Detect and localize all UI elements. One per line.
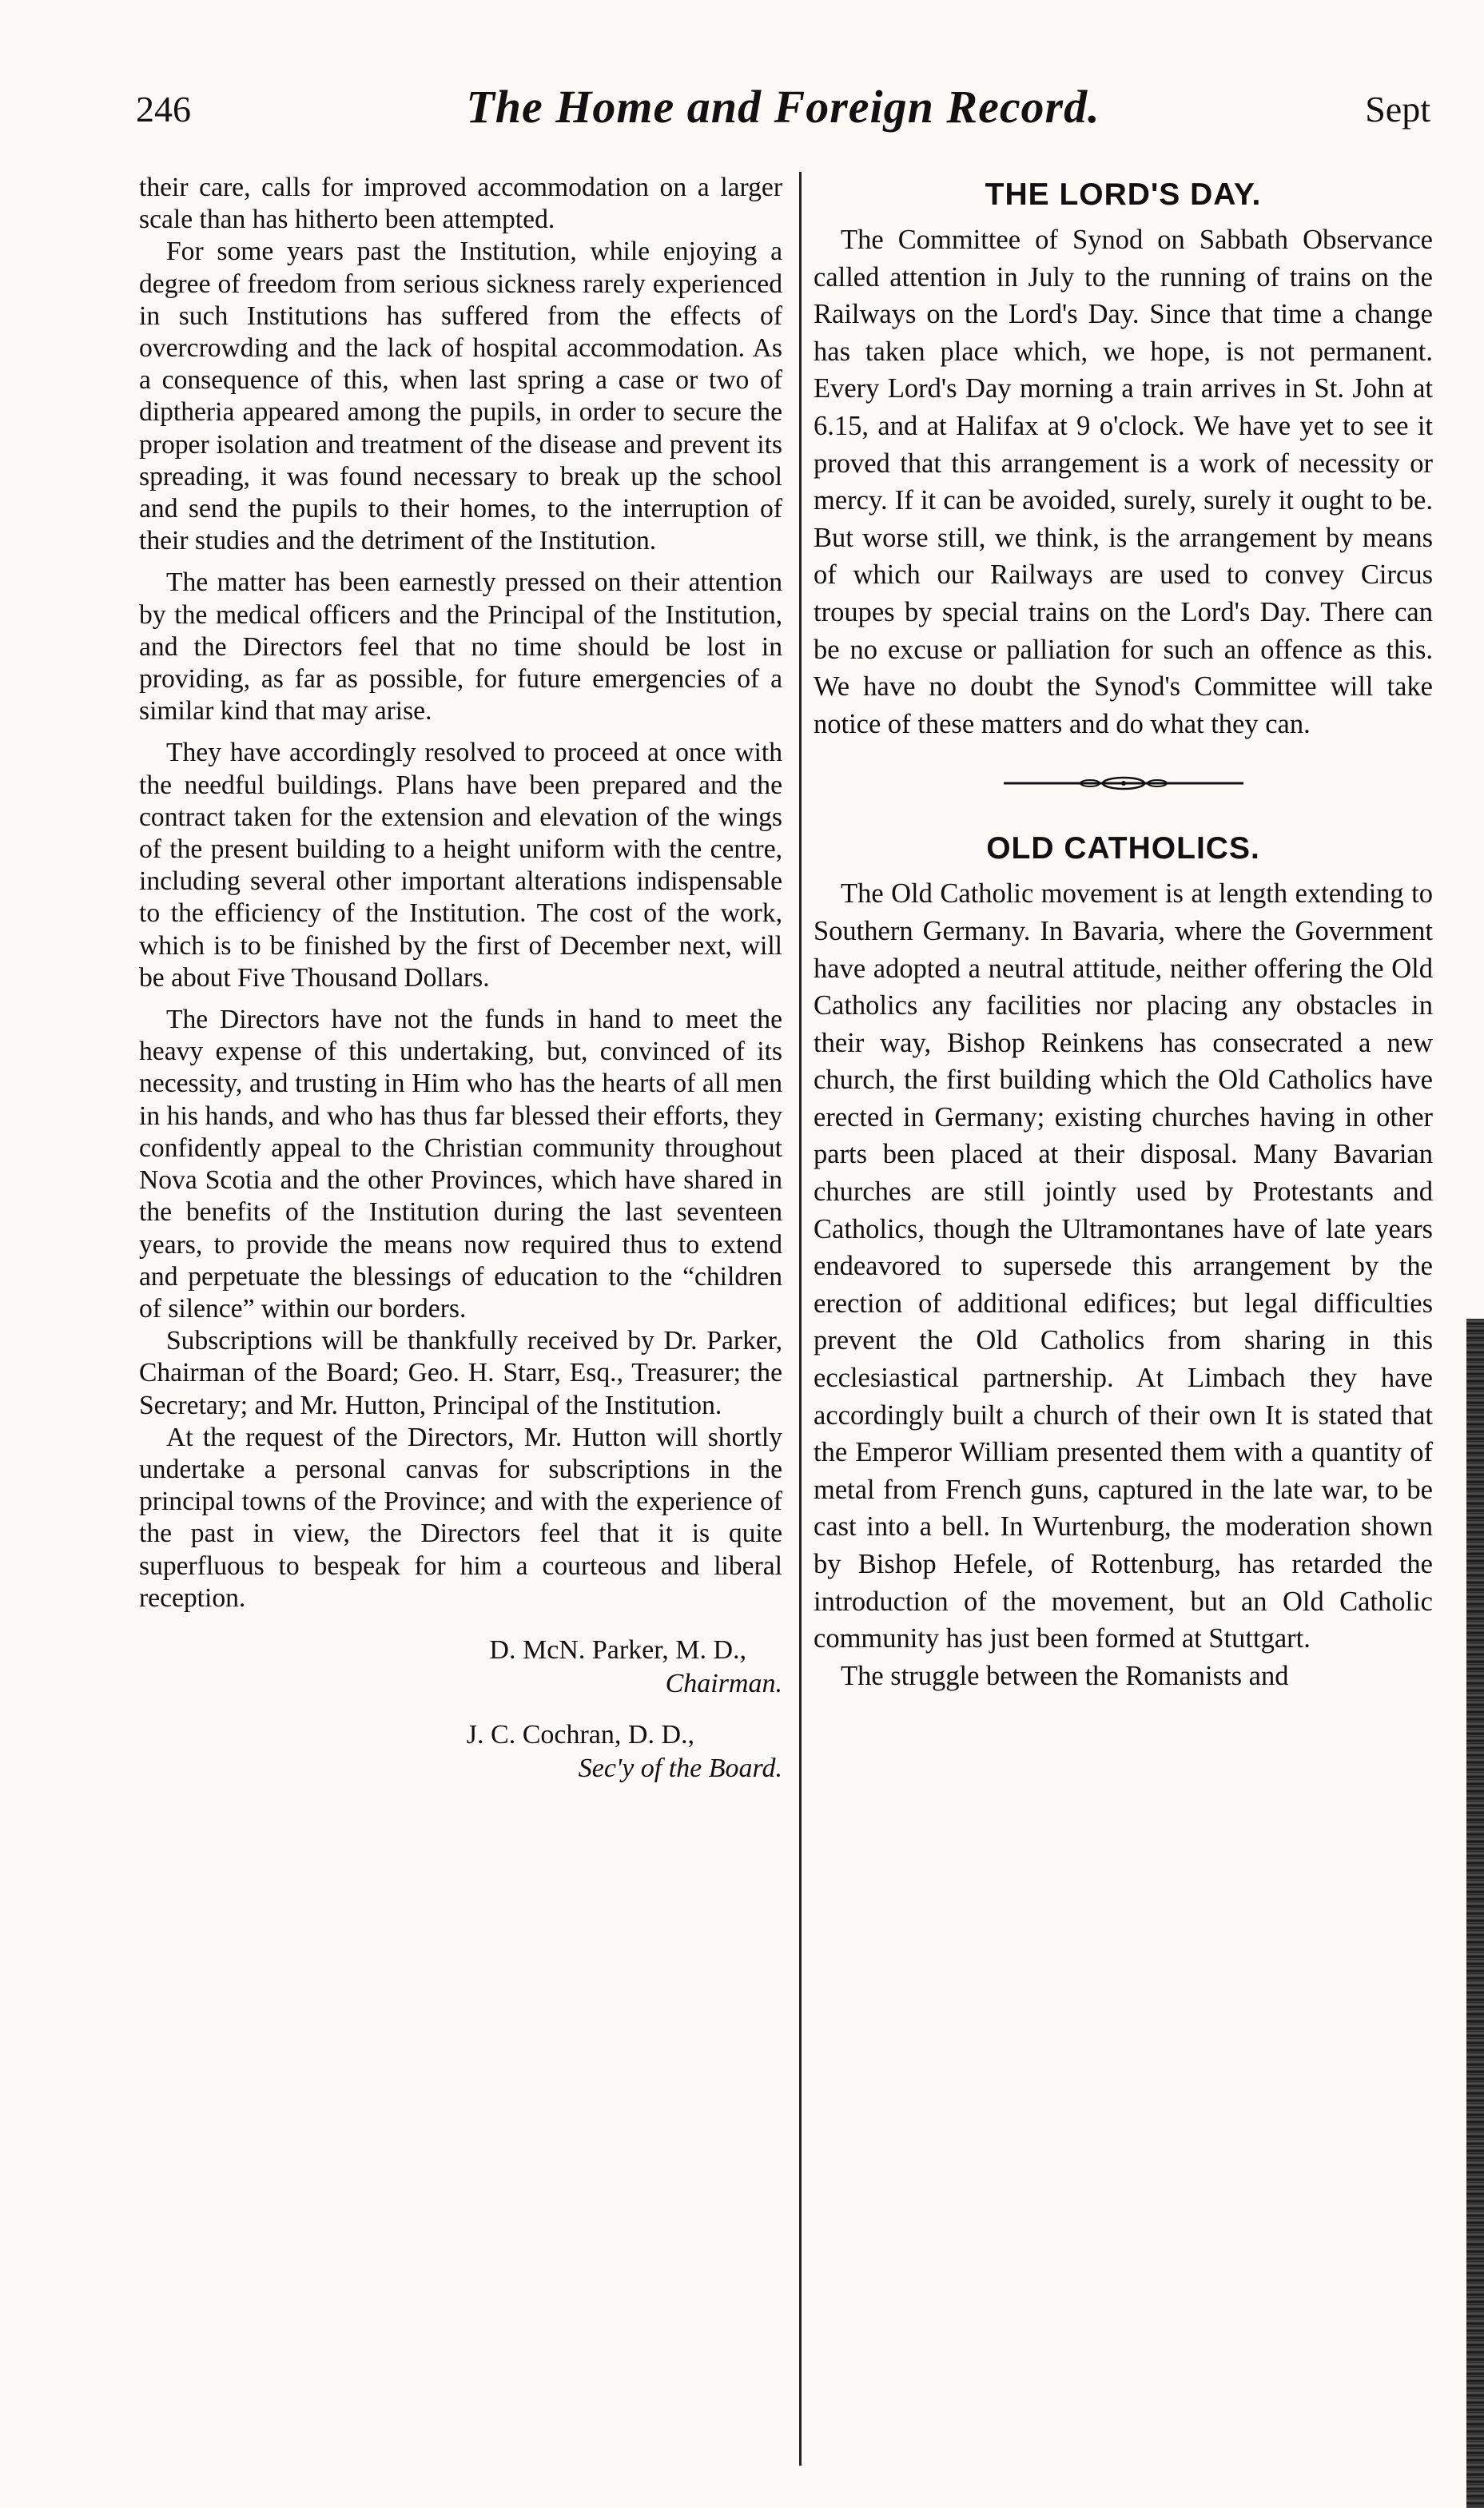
paragraph: They have accordingly resolved to proceed at once with the needful buildings. Plans have been prepared and the contract taken for the extension and elevation of the wings of the present building to a height uniform with the centre, including several other important alterations indispensable to the efficiency of the Institution. The cost of the work, which is to be finished by the first of December next, will be about Five Thousand Dollars. — [139, 738, 782, 993]
paragraph: For some years past the Institution, while enjoying a degree of freedom from serious sickness rarely experienced in such Institutions has suffered from the effects of overcrowding and the lack of hospital accommodation. As a consequence of this, when last spring a case or two of diptheria appeared among the pupils, in order to secure the proper isolation and treatment of the disease and prevent its spreading, it was found necessary to break up the school and send the pupils to their homes, to the interruption of their studies and the detriment of the Institution. — [139, 237, 782, 556]
right-column — [814, 172, 1433, 2474]
signature-chairman-name: D. McN. Parker, M. D., — [489, 1634, 746, 1665]
left-column — [139, 172, 782, 2474]
paragraph: The struggle between the Romanists and — [841, 1660, 1289, 1691]
signature-chairman-title: Chairman. — [665, 1668, 782, 1698]
paragraph: The Committee of Synod on Sabbath Observance called attention in July to the running of trains on the Railways on the Lord's Day. Since that time a change has taken place which, we hope, is not permanent. Every Lord's Day morning a train arrives in St. John at 6.15, and at Halifax at 9 o'clock. We have yet to see it proved that this arrangement is a work of necessity or mercy. If it can be avoided, surely, surely it ought to be. But worse still, we think, is the arrangement by means of which our Railways are used to convey Circus troupes by special trains on the Lord's Day. There can be no excuse or palliation for such an offence as this. We have no doubt the Synod's Committee will take notice of these matters and do what they can. — [814, 225, 1433, 739]
paragraph: Subscriptions will be thankfully received by Dr. Parker, Chairman of the Board; Geo. H. Starr, Esq., Treasurer; the Secretary; and Mr. Hutton, Principal of the Institution. — [139, 1326, 782, 1420]
paragraph: The Directors have not the funds in hand to meet the heavy expense of this undertaking, but, convinced of its necessity, and trusting in Him who has the hearts of all men in his hands, and who has thus far blessed their efforts, they confidently appeal to the Christian community throughout Nova Scotia and the other Provinces, which have shared in the benefits of the Institution during the last seventeen years, to provide the means now required thus to extend and perpetuate the blessings of education to the “children of silence” within our borders. — [139, 1005, 782, 1324]
paragraph: The matter has been earnestly pressed on their attention by the medical officers and the Principal of the Institution, and the Directors feel that no time should be lost in providing, as far as possible, for future emergencies of a similar kind that may arise. — [139, 567, 782, 727]
signature-secretary-name: J. C. Cochran, D. D., — [466, 1719, 694, 1750]
running-title: The Home and Foreign Record. — [466, 81, 1100, 133]
paragraph: their care, calls for improved accommodation on a larger scale than has hitherto been attempted. — [139, 173, 782, 235]
lords-day-heading: THE LORD'S DAY. — [985, 177, 1262, 212]
page-edge-shadow — [1466, 1319, 1484, 2508]
page-header — [136, 80, 1430, 144]
page-number: 246 — [136, 89, 191, 129]
old-catholics-heading: OLD CATHOLICS. — [986, 831, 1260, 866]
signature-secretary-title: Sec'y of the Board. — [578, 1753, 782, 1783]
ornament-divider — [1004, 774, 1243, 792]
header-month: Sept — [1365, 89, 1430, 129]
column-divider — [799, 172, 802, 2466]
signature-block — [139, 1634, 782, 1785]
paragraph: The Old Catholic movement is at length extending to Southern Germany. In Bavaria, where the Government have adopted a neutral attitude, neither offering the Old Catholics any facilities nor placing any obstacles in their way, Bishop Reinkens has consecrated a new church, the first building which the Old Catholics have erected in Germany; existing churches having in other parts been placed at their disposal. Many Bavarian churches are still jointly used by Protestants and Catholics, though the Ultramontanes have of late years endeavored to supersede this arrangement by the erection of additional edifices; but legal difficulties prevent the Old Catholics from sharing in this ecclesiastical partnership. At Limbach they have accordingly built a church of their own It is stated that the Emperor William presented them with a quantity of metal from French guns, captured in the late war, to be cast into a bell. In Wurtenburg, the moderation shown by Bishop Hefele, of Rottenburg, has retarded the introduction of the movement, but an Old Catholic community has just been formed at Stuttgart. — [814, 878, 1433, 1654]
paragraph: At the request of the Directors, Mr. Hutton will shortly undertake a personal canvas for subscriptions in the principal towns of the Province; and with the experience of the past in view, the Directors feel that it is quite superfluous to bespeak for him a courteous and liberal reception. — [139, 1422, 782, 1613]
